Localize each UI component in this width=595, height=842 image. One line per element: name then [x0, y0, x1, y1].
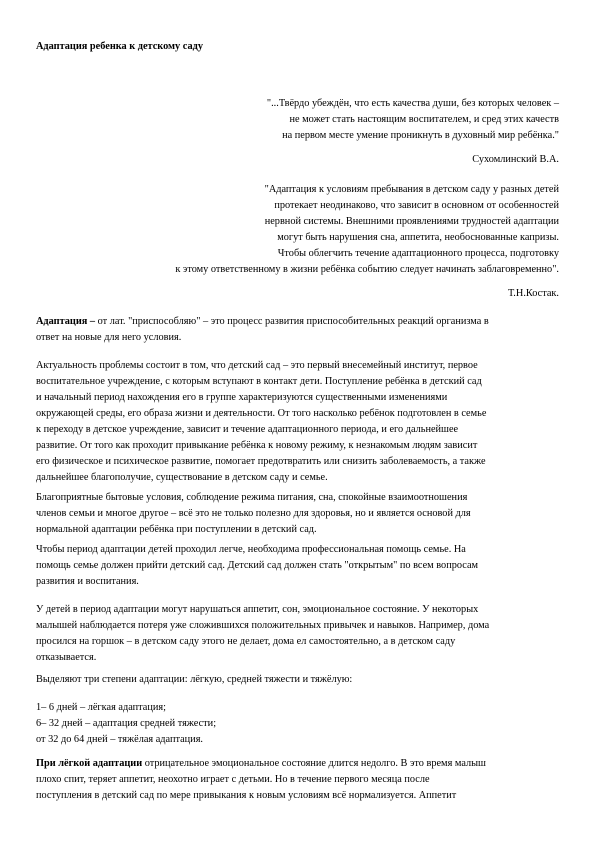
paragraph-line: нормальной адаптации ребёнка при поступлении в детский сад.: [36, 524, 317, 535]
paragraph-line: его физическое и психическое развитие, помогает предотвратить или снизить заболеваемость, а также: [36, 456, 486, 467]
paragraph-line: развития и воспитания.: [36, 576, 139, 587]
paragraph-line: ответ на новые для него условия.: [36, 332, 182, 343]
relevance-paragraph: [36, 358, 559, 486]
quote-author: Сухомлинский В.А.: [472, 154, 559, 165]
disruption-paragraph: [36, 602, 559, 666]
epigraph-quote-kostak: [175, 182, 559, 278]
quote-line: на первом месте умение проникнуть в духовный мир ребёнка.": [282, 130, 559, 141]
definition-paragraph: [36, 314, 559, 346]
light-adaptation-term: При лёгкой адаптации: [36, 758, 143, 769]
paragraph-line: развитие. От того как проходит привыкание ребёнка к новому режиму, к незнакомым людям зависит: [36, 440, 478, 451]
quote-line: протекает неодинаково, что зависит в основном от особенностей: [274, 200, 559, 211]
quote-line: Чтобы облегчить течение адаптационного процесса, подготовку: [277, 248, 559, 259]
paragraph-line: помощь семье должен прийти детский сад. Детский сад должен стать "открытым" по всем вопросам: [36, 560, 479, 571]
paragraph-line: Чтобы период адаптации детей проходил легче, необходима профессиональная помощь семье. На: [36, 544, 466, 555]
paragraph-line: У детей в период адаптации могут нарушаться аппетит, сон, эмоциональное состояние. У некоторых: [36, 604, 479, 615]
paragraph-line: просился на горшок – в детском саду этого не делает, дома ел самостоятельно, а в детском саду: [36, 636, 456, 647]
epigraph-quote-sukhomlinsky: [267, 96, 559, 144]
paragraph-line: отказывается.: [36, 652, 97, 663]
quote-line: не может стать настоящим воспитателем, и сред этих качеств: [289, 114, 559, 125]
paragraph-line: [36, 314, 559, 330]
definition-text: от лат. "приспособляю" – это процесс развития приспособительных реакций организма в: [95, 316, 489, 327]
paragraph-line: дальнейшее благополучие, существование в детском саду и семье.: [36, 472, 328, 483]
quote-line: "...Твёрдо убеждён, что есть качества души, без которых человек –: [266, 98, 559, 109]
paragraph-line: [36, 756, 559, 772]
quote-line: нервной системы. Внешними проявлениями трудностей адаптации: [264, 216, 559, 227]
paragraph-line: воспитательное учреждение, с которым вступают в контакт дети. Поступление ребёнка в детский сад: [36, 376, 482, 387]
degrees-intro: Выделяют три степени адаптации: лёгкую, средней тяжести и тяжёлую:: [36, 674, 353, 685]
light-adaptation-paragraph: [36, 756, 559, 804]
list-item: 6– 32 дней – адаптация средней тяжести;: [36, 718, 217, 729]
quote-line: "Адаптация к условиям пребывания в детском саду у разных детей: [264, 184, 559, 195]
conditions-paragraph: [36, 490, 559, 538]
paragraph-text: отрицательное эмоциональное состояние длится недолго. В это время малыш: [142, 758, 486, 769]
paragraph-line: малышей наблюдается потеря уже сложившихся положительных привычек и навыков. Например, дома: [36, 620, 490, 631]
quote-line: могут быть нарушения сна, аппетита, необоснованные капризы.: [277, 232, 559, 243]
paragraph-line: Благоприятные бытовые условия, соблюдение режима питания, сна, спокойные взаимоотношения: [36, 492, 468, 503]
paragraph-line: членов семьи и многое другое – всё это не только полезно для здоровья, но и является основой для: [36, 508, 471, 519]
paragraph-line: плохо спит, теряет аппетит, неохотно играет с детьми. Но в течение первого месяца после: [36, 774, 430, 785]
list-item: 1– 6 дней – лёгкая адаптация;: [36, 702, 166, 713]
paragraph-line: поступления в детский сад по мере привыкания к новым условиям всё нормализуется. Аппетит: [36, 790, 457, 801]
quote-line: к этому ответственному в жизни ребёнка событию следует начинать заблаговременно".: [175, 264, 559, 275]
quote-author: Т.Н.Костак.: [508, 288, 559, 299]
help-paragraph: [36, 542, 559, 590]
paragraph-line: к переходу в детское учреждение, зависит и течение адаптационного периода, и его дальнейшее: [36, 424, 459, 435]
degrees-list: [36, 700, 559, 748]
paragraph-line: окружающей среды, его образа жизни и деятельности. От того насколько ребёнок подготовлен в семье: [36, 408, 487, 419]
document-title: Адаптация ребенка к детскому саду: [36, 41, 203, 52]
paragraph-line: Актуальность проблемы состоит в том, что детский сад – это первый внесемейный институт, первое: [36, 360, 478, 371]
list-item: от 32 до 64 дней – тяжёлая адаптация.: [36, 734, 204, 745]
paragraph-line: и начальный период нахождения его в группе характеризуются существенными изменениями: [36, 392, 448, 403]
definition-term: Адаптация –: [36, 316, 96, 327]
